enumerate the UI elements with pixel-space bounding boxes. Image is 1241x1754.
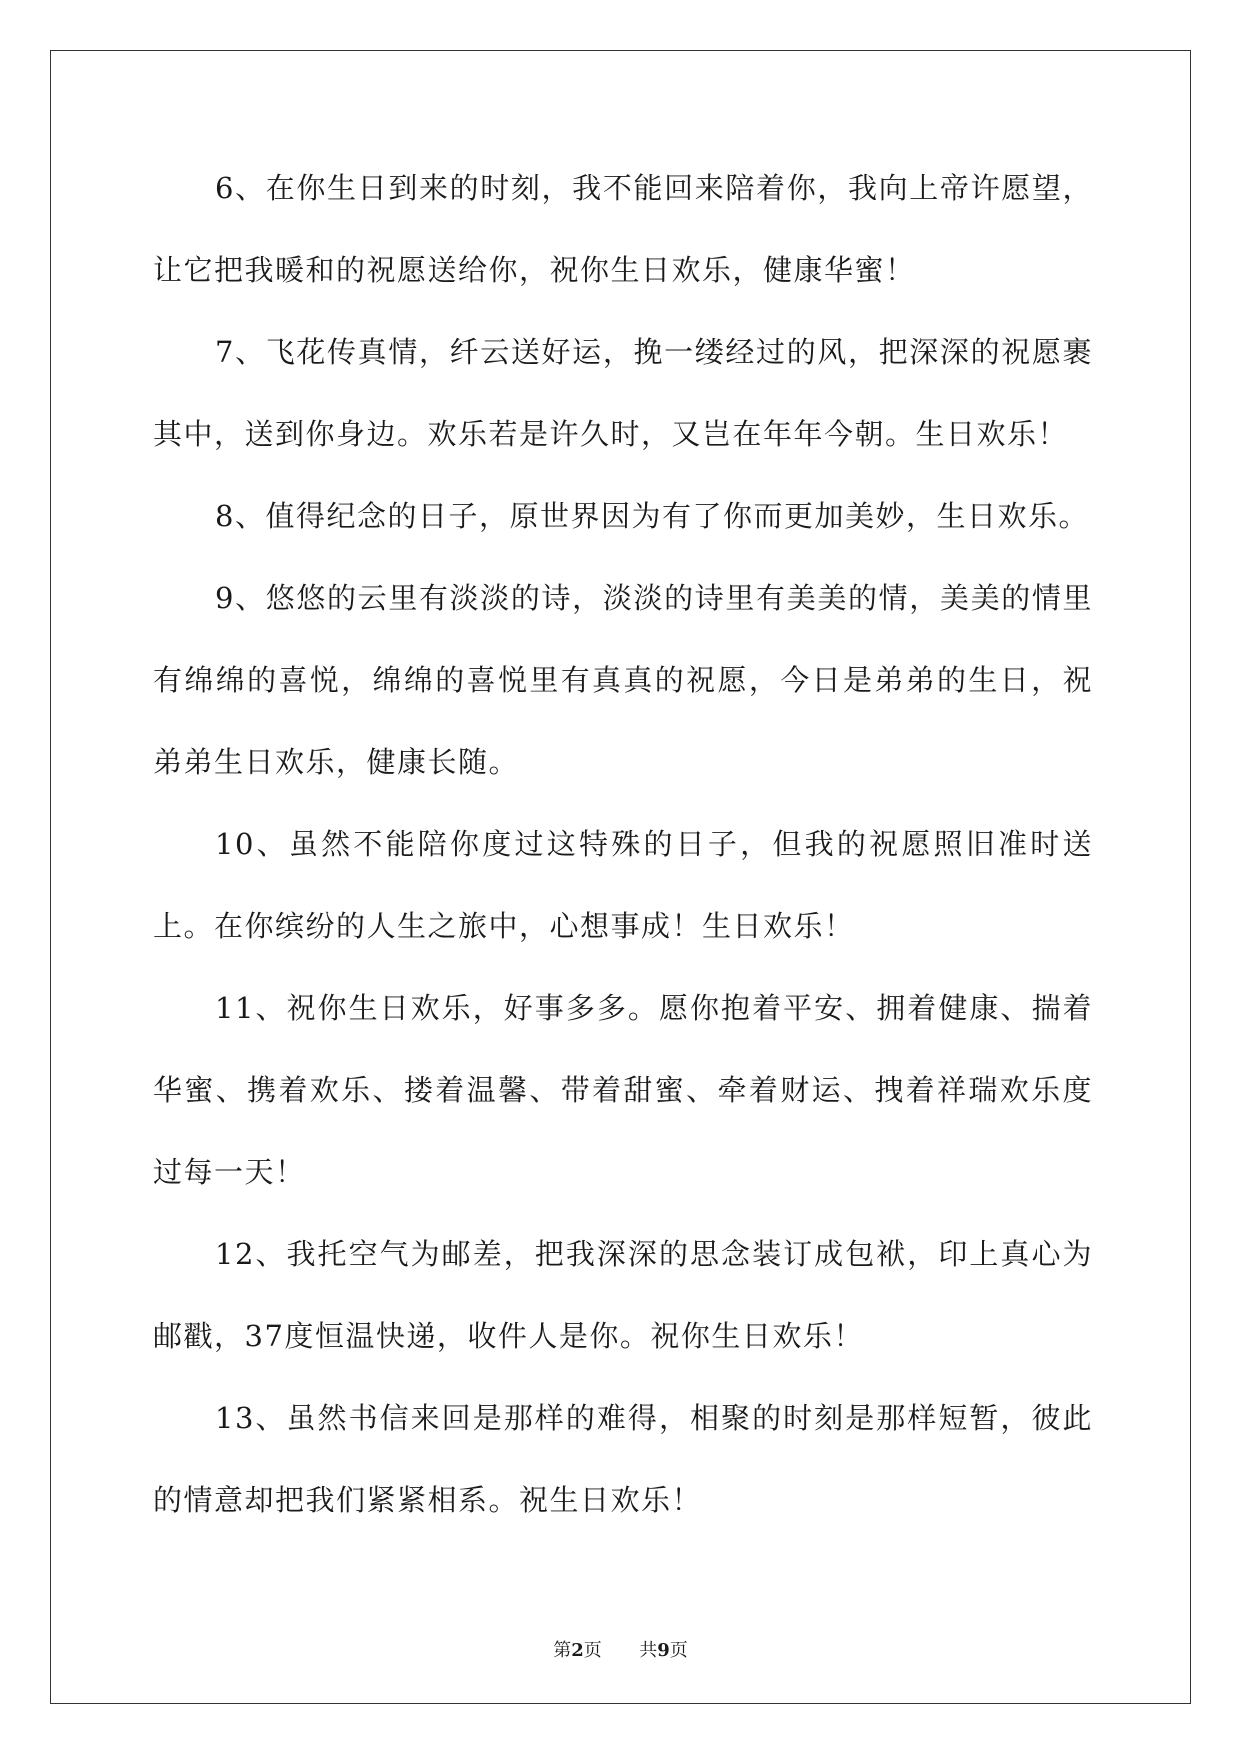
total-suffix: 页 xyxy=(669,1640,688,1661)
paragraph-12: 12、我托空气为邮差，把我深深的思念装订成包袱，印上真心为邮戳，37度恒温快递，收件人是你。祝你生日欢乐！ xyxy=(153,1237,1093,1353)
total-prefix: 共 xyxy=(639,1640,658,1661)
total-pages: 9 xyxy=(657,1640,670,1661)
page-prefix: 第 xyxy=(553,1640,572,1661)
paragraph-9: 9、悠悠的云里有淡淡的诗，淡淡的诗里有美美的情，美美的情里有绵绵的喜悦，绵绵的喜悦里有真真的祝愿，今日是弟弟的生日，祝弟弟生日欢乐，健康长随。 xyxy=(153,581,1093,779)
page-total xyxy=(639,1636,688,1662)
paragraph-7: 7、飞花传真情，纤云送好运，挽一缕经过的风，把深深的祝愿裹其中，送到你身边。欢乐若是许久时，又岂在年年今朝。生日欢乐！ xyxy=(153,335,1093,451)
page-suffix: 页 xyxy=(583,1640,602,1661)
paragraph-13: 13、虽然书信来回是那样的难得，相聚的时刻是那样短暂，彼此的情意却把我们紧紧相系。祝生日欢乐！ xyxy=(153,1401,1093,1517)
page-footer xyxy=(0,1636,1241,1662)
page-number xyxy=(553,1636,602,1662)
document-body xyxy=(153,147,1093,1541)
paragraph-10: 10、虽然不能陪你度过这特殊的日子，但我的祝愿照旧准时送上。在你缤纷的人生之旅中，心想事成！生日欢乐！ xyxy=(153,827,1093,943)
paragraph-8: 8、值得纪念的日子，原世界因为有了你而更加美妙，生日欢乐。 xyxy=(215,499,1089,533)
paragraph-11: 11、祝你生日欢乐，好事多多。愿你抱着平安、拥着健康、揣着华蜜、携着欢乐、搂着温馨、带着甜蜜、牵着财运、拽着祥瑞欢乐度过每一天！ xyxy=(153,991,1093,1189)
current-page: 2 xyxy=(571,1640,584,1661)
paragraph-6: 6、在你生日到来的时刻，我不能回来陪着你，我向上帝许愿望，让它把我暖和的祝愿送给你，祝你生日欢乐，健康华蜜！ xyxy=(153,171,1093,287)
